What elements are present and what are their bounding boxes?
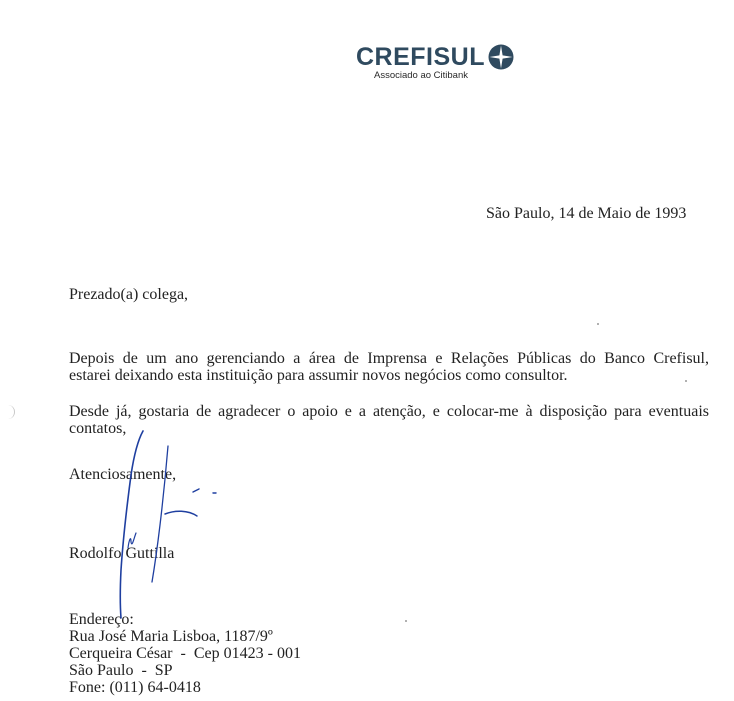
scan-speck [597, 323, 599, 325]
address-phone: Fone: (011) 64-0418 [69, 679, 201, 696]
paragraph-line: Desde já, gostaria de agradecer o apoio e a atenção, e colocar-me à disposição para eventuais [69, 403, 709, 420]
paragraph-line: estarei deixando esta instituição para assumir novos negócios como consultor. [69, 367, 568, 384]
closing: Atenciosamente, [69, 466, 177, 483]
brand-tagline: Associado ao Citibank [374, 70, 468, 81]
letter-date: São Paulo, 14 de Maio de 1993 [486, 205, 687, 222]
paragraph-line: contatos, [69, 420, 127, 437]
letterhead [356, 44, 536, 81]
body-paragraph-1 [69, 350, 709, 384]
body-paragraph-2 [69, 403, 709, 437]
address-block [69, 611, 301, 696]
paragraph-line: Depois de um ano gerenciando a área de Imprensa e Relações Públicas do Banco Crefisul, [69, 350, 709, 367]
circle-cross-icon [488, 44, 514, 70]
scan-speck [405, 620, 407, 622]
logo [356, 44, 536, 70]
salutation: Prezado(a) colega, [69, 286, 189, 303]
address-street: Rua José Maria Lisboa, 1187/9º [69, 628, 273, 645]
address-label: Endereço: [69, 611, 134, 628]
signer-name: Rodolfo Guttilla [69, 545, 175, 562]
address-district-cep: Cerqueira César - Cep 01423 - 001 [69, 645, 301, 662]
address-city-state: São Paulo - SP [69, 662, 173, 679]
brand-name: CREFISUL [356, 42, 485, 71]
scan-margin-mark [8, 405, 15, 419]
scan-speck [685, 380, 687, 382]
